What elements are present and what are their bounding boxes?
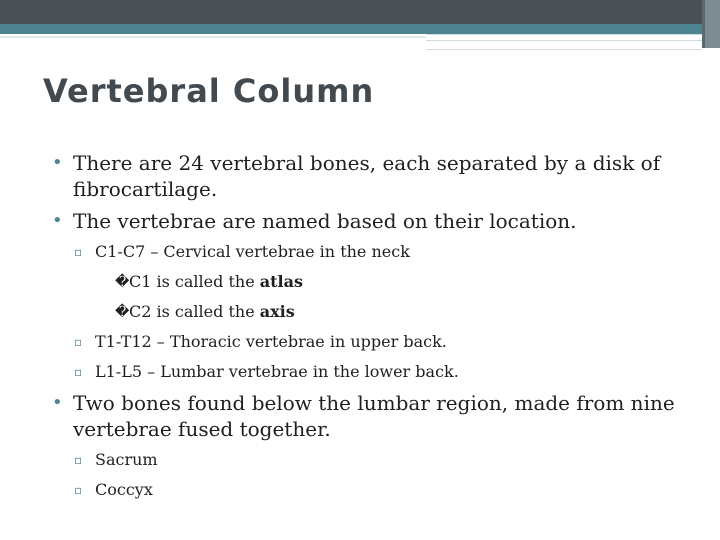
missing-glyph-icon: �	[115, 274, 130, 290]
sub-sub-bullet-text: C2 is called the	[129, 302, 260, 321]
bullet-text: There are 24 vertebral bones, each separated by a disk of fibrocartilage.	[73, 151, 661, 201]
term-atlas: atlas	[259, 272, 303, 291]
square-bullet-icon: ▫	[74, 483, 83, 497]
slide-body	[52, 150, 692, 500]
bullet-text: The vertebrae are named based on their location.	[73, 209, 577, 233]
sub-sub-bullet-text: C1 is called the	[129, 272, 260, 291]
header-bar-dark	[0, 0, 720, 24]
sub-bullet-text: T1-T12 – Thoracic vertebrae in upper back.	[95, 332, 447, 351]
bullet-text: Two bones found below the lumbar region, made from nine vertebrae fused together.	[73, 391, 675, 441]
bullet-item	[52, 390, 692, 442]
missing-glyph-icon: �	[115, 304, 130, 320]
sub-sub-bullet-item	[52, 272, 692, 292]
header-accent-line	[426, 40, 702, 41]
sub-bullet-item	[52, 242, 692, 262]
square-bullet-icon: ▫	[74, 335, 83, 349]
slide-title: Vertebral Column	[43, 72, 375, 110]
sub-bullet-item	[52, 362, 692, 382]
term-axis: axis	[259, 302, 295, 321]
sub-bullet-text: C1-C7 – Cervical vertebrae in the neck	[95, 242, 410, 261]
bullet-item	[52, 150, 692, 202]
bullet-item	[52, 208, 692, 234]
sub-bullet-item	[52, 450, 692, 470]
sub-sub-bullet-item	[52, 302, 692, 322]
corner-decoration-edge	[702, 0, 705, 48]
square-bullet-icon: ▫	[74, 245, 83, 259]
header-bar-teal	[0, 24, 720, 34]
square-bullet-icon: ▫	[74, 365, 83, 379]
sub-bullet-item	[52, 332, 692, 352]
square-bullet-icon: ▫	[74, 453, 83, 467]
sub-bullet-item	[52, 480, 692, 500]
bullet-dot-icon: •	[52, 210, 63, 231]
sub-bullet-text: L1-L5 – Lumbar vertebrae in the lower back.	[95, 362, 459, 381]
bullet-dot-icon: •	[52, 152, 63, 173]
bullet-dot-icon: •	[52, 392, 63, 413]
sub-bullet-text: Sacrum	[95, 450, 158, 469]
sub-bullet-text: Coccyx	[95, 480, 153, 499]
header-accent-block	[426, 34, 702, 50]
